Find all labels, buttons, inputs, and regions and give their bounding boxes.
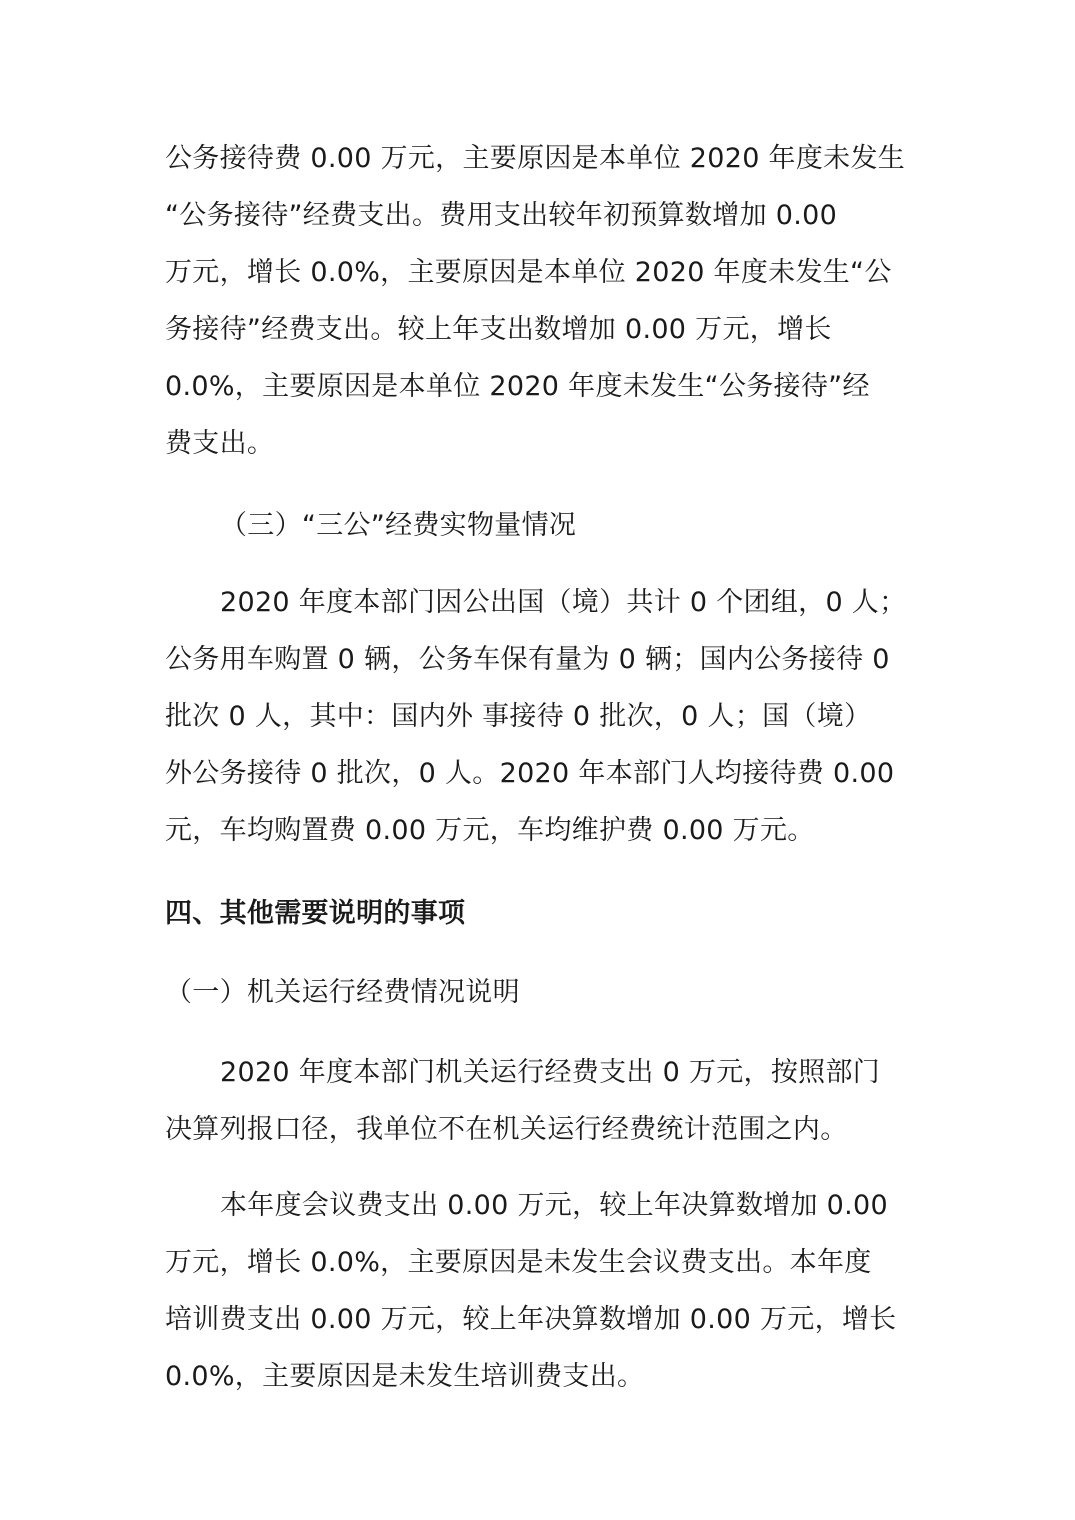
paragraph-operating-expenses bbox=[165, 1044, 910, 1158]
subheading-operating-expenses bbox=[165, 964, 910, 1021]
paragraph-reception-expense bbox=[165, 130, 910, 472]
text-line: 外公务接待 0 批次，0 人。2020 年本部门人均接待费 0.00 bbox=[165, 758, 895, 789]
text-line: 万元，增长 0.0%，主要原因是未发生会议费支出。本年度 bbox=[165, 1247, 872, 1278]
subheading-three-public-quantity bbox=[165, 497, 910, 554]
text-line: 元，车均购置费 0.00 万元，车均维护费 0.00 万元。 bbox=[165, 815, 815, 846]
paragraph-meeting-training bbox=[165, 1177, 910, 1405]
text-line: 本年度会议费支出 0.00 万元，较上年决算数增加 0.00 bbox=[220, 1190, 888, 1221]
text-line: 批次 0 人，其中：国内外 事接待 0 批次，0 人；国（境） bbox=[165, 701, 872, 732]
text-line: 决算列报口径，我单位不在机关运行经费统计范围之内。 bbox=[165, 1114, 848, 1145]
text-line: 公务接待费 0.00 万元，主要原因是本单位 2020 年度未发生 bbox=[165, 143, 906, 174]
section-heading-other-matters bbox=[165, 885, 910, 942]
text-line: 0.0%，主要原因是本单位 2020 年度未发生“公务接待”经 bbox=[165, 371, 870, 402]
section-heading-text: 四、其他需要说明的事项 bbox=[165, 898, 466, 929]
text-line: “公务接待”经费支出。费用支出较年初预算数增加 0.00 bbox=[165, 200, 838, 231]
text-line: 务接待”经费支出。较上年支出数增加 0.00 万元，增长 bbox=[165, 314, 832, 345]
subheading-text: （一）机关运行经费情况说明 bbox=[165, 977, 520, 1008]
text-line: 2020 年度本部门机关运行经费支出 0 万元，按照部门 bbox=[220, 1057, 881, 1088]
text-line: 万元，增长 0.0%，主要原因是本单位 2020 年度未发生“公 bbox=[165, 257, 892, 288]
text-line: 费支出。 bbox=[165, 428, 275, 459]
text-line: 2020 年度本部门因公出国（境）共计 0 个团组，0 人； bbox=[220, 587, 907, 618]
paragraph-physical-quantity bbox=[165, 574, 910, 859]
text-line: 公务用车购置 0 辆，公务车保有量为 0 辆；国内公务接待 0 bbox=[165, 644, 890, 675]
subheading-text: （三）“三公”经费实物量情况 bbox=[220, 510, 577, 541]
text-line: 培训费支出 0.00 万元，较上年决算数增加 0.00 万元，增长 bbox=[165, 1304, 897, 1335]
text-line: 0.0%，主要原因是未发生培训费支出。 bbox=[165, 1361, 645, 1392]
